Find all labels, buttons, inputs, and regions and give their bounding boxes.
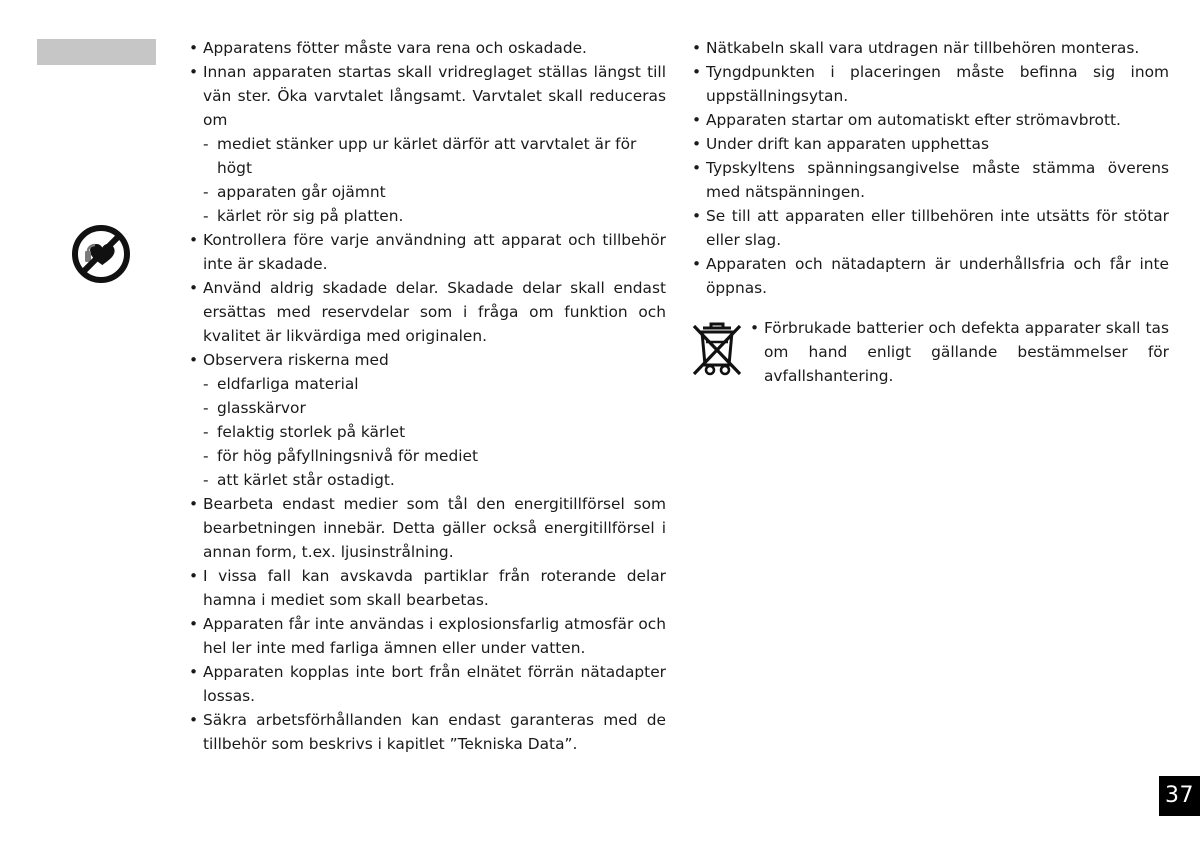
dash-marker: - (203, 375, 209, 393)
bullet-marker: • (692, 39, 702, 57)
list-item (188, 492, 666, 564)
list-item-text: Apparaten startar om automatiskt efter strömavbrott. (706, 111, 1121, 129)
bullet-marker: • (692, 255, 702, 273)
dash-marker: - (203, 423, 209, 441)
bullet-marker: • (692, 135, 702, 153)
list-item (188, 348, 666, 492)
list-item (188, 60, 666, 228)
list-item-text: Apparaten och nätadaptern är underhållsfria och får inte öppnas. (706, 255, 1169, 297)
dash-marker: - (203, 135, 209, 153)
bullet-marker: • (189, 663, 199, 681)
bullet-marker: • (692, 159, 702, 177)
list-item (691, 60, 1169, 108)
no-pacemaker-icon (70, 223, 132, 285)
list-item-text: Apparatens fötter måste vara rena och oskadade. (203, 39, 587, 57)
sub-list-item (203, 132, 666, 180)
list-item-text: Säkra arbetsförhållanden kan endast garanteras med de tillbehör som beskrivs i kapitlet ”Tekniska Data”. (203, 711, 666, 753)
list-item-text: Använd aldrig skadade delar. Skadade delar skall endast ersättas med reservdelar som i fråga om funktion och kvalitet är likvärdiga med originalen. (203, 279, 666, 345)
list-item (691, 36, 1169, 60)
dash-marker: - (203, 183, 209, 201)
list-item (691, 108, 1169, 132)
sub-list-item (203, 468, 666, 492)
bullet-marker: • (692, 63, 702, 81)
disposal-note-body (749, 316, 1169, 388)
list-item-text: I vissa fall kan avskavda partiklar från roterande delar hamna i mediet som skall bearbetas. (203, 567, 666, 609)
disposal-note (691, 316, 1169, 388)
list-item (188, 708, 666, 756)
list-item-text: Innan apparaten startas skall vridreglaget ställas längst till vän ster. Öka varvtalet långsamt. Varvtalet skall reduceras om (203, 63, 666, 129)
sub-list-item (203, 396, 666, 420)
header-placeholder-block (37, 39, 156, 65)
bullet-marker: • (189, 351, 199, 369)
bullet-marker: • (189, 279, 199, 297)
left-bullet-list (188, 36, 666, 756)
sub-list-item-text: glasskärvor (217, 399, 306, 417)
list-item (691, 252, 1169, 300)
list-item (188, 564, 666, 612)
dash-marker: - (203, 447, 209, 465)
sub-list-item (203, 180, 666, 204)
sub-list-item-text: eldfarliga material (217, 375, 359, 393)
bullet-marker: • (750, 319, 760, 337)
crossed-out-wheelie-bin-icon (691, 318, 743, 380)
list-item-text: Kontrollera före varje användning att apparat och tillbehör inte är skadade. (203, 231, 666, 273)
sub-list (203, 372, 666, 492)
list-item (188, 276, 666, 348)
sub-list-item-text: kärlet rör sig på platten. (217, 207, 404, 225)
bullet-marker: • (189, 39, 199, 57)
list-item-text: Apparaten får inte användas i explosionsfarlig atmosfär och hel ler inte med farliga ämnen eller under vatten. (203, 615, 666, 657)
bullet-marker: • (189, 63, 199, 81)
dash-marker: - (203, 207, 209, 225)
bullet-marker: • (189, 567, 199, 585)
list-item-text: Under drift kan apparaten upphettas (706, 135, 989, 153)
list-item-text: Apparaten kopplas inte bort från elnätet förrän nätadapter lossas. (203, 663, 666, 705)
list-item-text: Bearbeta endast medier som tål den energitillförsel som bearbetningen innebär. Detta gäller också energitillförsel i annan form, t.ex. ljusinstrålning. (203, 495, 666, 561)
list-item (188, 660, 666, 708)
list-item (188, 612, 666, 660)
list-item-text: Nätkabeln skall vara utdragen när tillbehören monteras. (706, 39, 1140, 57)
list-item (188, 36, 666, 60)
right-bullet-list (691, 36, 1169, 300)
list-item (691, 204, 1169, 252)
list-item-text: Typskyltens spänningsangivelse måste stämma överens med nätspänningen. (706, 159, 1169, 201)
dash-marker: - (203, 399, 209, 417)
bullet-marker: • (692, 111, 702, 129)
sub-list-item (203, 204, 666, 228)
sub-list-item-text: apparaten går ojämnt (217, 183, 386, 201)
sub-list-item-text: att kärlet står ostadigt. (217, 471, 395, 489)
list-item (691, 132, 1169, 156)
bullet-marker: • (189, 711, 199, 729)
list-item (188, 228, 666, 276)
sub-list-item-text: felaktig storlek på kärlet (217, 423, 406, 441)
list-item (691, 156, 1169, 204)
bullet-marker: • (189, 615, 199, 633)
list-item-text: Observera riskerna med (203, 351, 389, 369)
page-number-badge: 37 (1159, 776, 1200, 816)
sub-list-item-text: mediet stänker upp ur kärlet därför att varvtalet är för högt (217, 135, 637, 177)
sub-list-item (203, 444, 666, 468)
disposal-note-text: Förbrukade batterier och defekta apparater skall tas om hand enligt gällande bestämmelser för avfallshantering. (764, 319, 1169, 385)
dash-marker: - (203, 471, 209, 489)
list-item-text: Tyngdpunkten i placeringen måste befinna sig inom uppställningsytan. (706, 63, 1169, 105)
sub-list (203, 132, 666, 228)
bullet-marker: • (189, 495, 199, 513)
bullet-marker: • (189, 231, 199, 249)
left-text-column (188, 36, 666, 756)
sub-list-item-text: för hög påfyllningsnivå för mediet (217, 447, 478, 465)
right-text-column (691, 36, 1169, 300)
sub-list-item (203, 420, 666, 444)
bullet-marker: • (692, 207, 702, 225)
list-item-text: Se till att apparaten eller tillbehören inte utsätts för stötar eller slag. (706, 207, 1169, 249)
sub-list-item (203, 372, 666, 396)
